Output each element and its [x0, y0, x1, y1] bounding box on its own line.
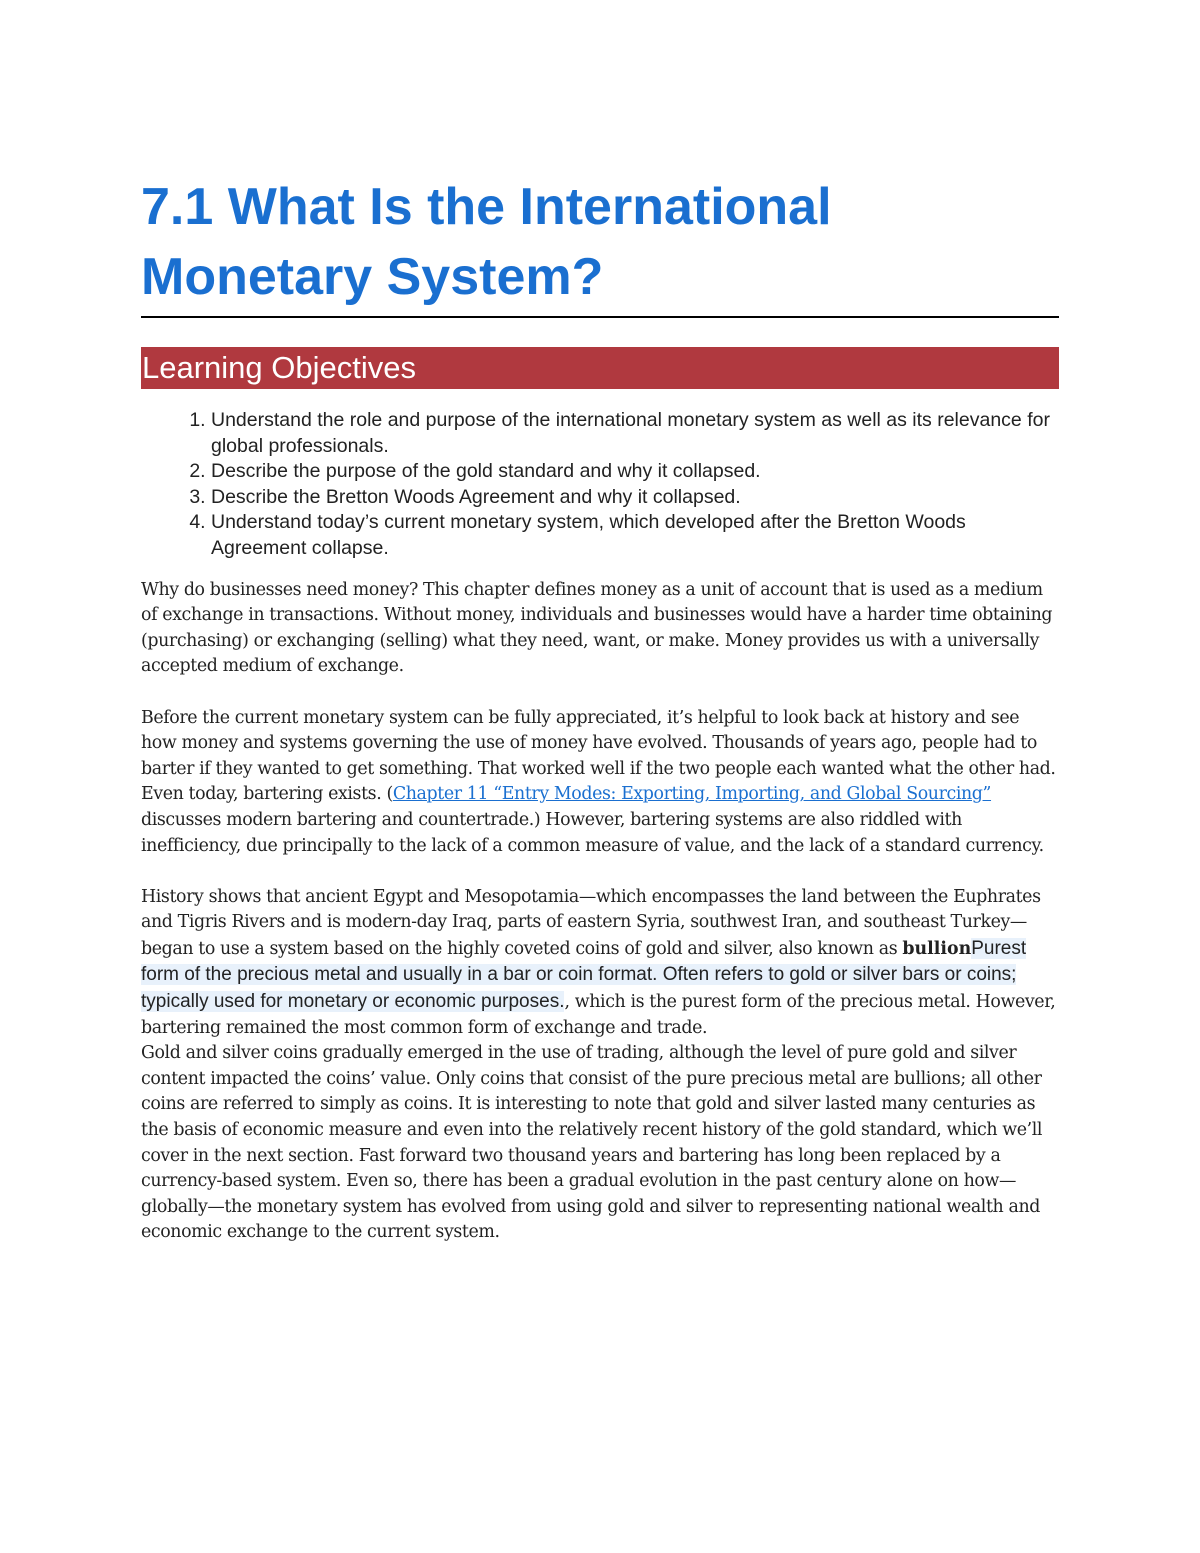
paragraph-text: , which is the purest form of the precious metal. However, bartering remained the most common form of exchange and trade.	[141, 992, 1056, 1038]
list-item: 3. Describe the Bretton Woods Agreement and why it collapsed.	[211, 485, 1059, 511]
paragraph-coins-evolution: Gold and silver coins gradually emerged in the use of trading, although the level of pure gold and silver content impacted the coins’ value. Only coins that consist of the pure precious metal are bullions; all other coins are referred to simply as coins. It is interesting to note that gold and silver lasted many centuries as the basis of economic measure and even into the relatively recent history of the gold standard, which we’ll cover in the next section. Fast forward two thousand years and bartering has long been replaced by a currency-based system. Even so, there has been a gradual evolution in the past century alone on how—globally—the monetary system has evolved from using gold and silver to representing national wealth and economic exchange to the current system.	[141, 1043, 1043, 1243]
paragraph-text: discusses modern bartering and countertrade.) However, bartering systems are also riddled with inefficiency, due principally to the lack of a common measure of value, and the lack of a standard currency.	[141, 809, 1044, 856]
document-page	[141, 172, 1059, 1246]
glossary-definition: Purest form of the precious metal and usually in a bar or coin format. Often refers to gold or silver bars or coins; typically used for monetary or economic purposes.	[141, 937, 1027, 1013]
paragraph-text: Before the current monetary system can be fully appreciated, it’s helpful to look back at history and see how money and systems governing the use of money have evolved. Thousands of years ago, people had to barter if they wanted to get something. That worked well if the two people each wanted what the other had. Even today, bartering exists. (	[141, 707, 1056, 805]
page-title: 7.1 What Is the International Monetary System?	[141, 172, 1059, 318]
body-text	[141, 578, 1059, 1246]
paragraph-text: History shows that ancient Egypt and Mesopotamia—which encompasses the land between the Euphrates and Tigris Rivers and is modern-day Iraq, parts of eastern Syria, southwest Iran, and southeast Turkey—began to use a system based on the highly coveted coins of gold and silver, also known as	[141, 886, 1041, 959]
list-item: 4. Understand today’s current monetary system, which developed after the Bretton Woods Agreement collapse.	[211, 510, 1059, 561]
paragraph-bullion	[141, 885, 1059, 1042]
learning-objectives-list	[141, 408, 1059, 562]
learning-objectives-banner: Learning Objectives	[141, 347, 1059, 389]
glossary-term-bullion[interactable]: bullion	[902, 938, 972, 959]
paragraph-money-definition: Why do businesses need money? This chapter defines money as a unit of account that is used as a medium of exchange in transactions. Without money, individuals and businesses would have a harder time obtaining (purchasing) or exchanging (selling) what they need, want, or make. Money provides us with a universally accepted medium of exchange.	[141, 579, 1053, 677]
paragraph-barter-history	[141, 706, 1059, 860]
list-item: 2. Describe the purpose of the gold standard and why it collapsed.	[211, 459, 1059, 485]
chapter-11-link[interactable]: Chapter 11 “Entry Modes: Exporting, Importing, and Global Sourcing”	[392, 784, 992, 805]
list-item: 1. Understand the role and purpose of the international monetary system as well as its relevance for global professionals.	[211, 408, 1059, 459]
